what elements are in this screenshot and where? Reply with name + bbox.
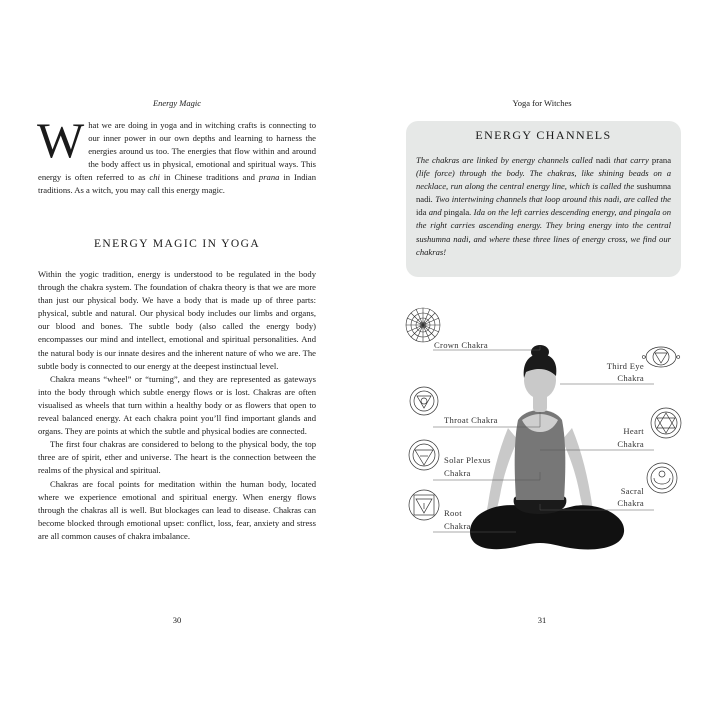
paragraph: Within the yogic tradition, energy is understood to be regulated in the body through the chakra system. The foundation of chakra theory is that we are more than just our physical body. We have a body that is made up of three parts: physical, subtle and natural. Our physical body includes our limbs and organs, our blood and bones. The subtle body (also called the energy body) encompasses our mind and intellect, emotional and spiritual personalities. And the natural body is our innate desires and the inherent nature of who we are. The subtle body is connected to our energy at the deepest instinctual level.	[38, 269, 316, 371]
heart-chakra-symbol	[651, 408, 681, 438]
term-nadi: nadi	[595, 155, 611, 165]
label-solar-plexus-line2: Chakra	[444, 468, 471, 478]
label-crown-chakra: Crown Chakra	[434, 340, 488, 350]
section-body	[38, 268, 316, 543]
sidebar-body	[416, 154, 671, 259]
section-heading: ENERGY MAGIC IN YOGA	[93, 238, 261, 250]
drop-cap: W	[37, 112, 85, 168]
paragraph: The first four chakras are considered to belong to the physical body, the top three are of spirit, ether and universe. The heart is the connection between the realms of the physical and spiritual.	[38, 439, 316, 476]
term-sushumna-nadi: sushumna nadi	[416, 181, 671, 205]
sidebar-text: . Ida on the left carries descending energy, and pingala on the right carries ascending energy. They bring energy into the central sushumna nadi, and where these three lines of energy cross, we find our chakras!	[416, 207, 671, 257]
third-eye-chakra-symbol	[642, 347, 680, 367]
sidebar-text: (life force) through the body. The chakras, like shining beads on a necklace, run along the central energy line, which is called the	[416, 168, 671, 192]
page-number-right: 31	[537, 615, 547, 625]
label-sacral-line1: Sacral	[620, 486, 644, 496]
term-prana: prana	[258, 172, 280, 183]
running-head-left: Energy Magic	[152, 98, 202, 108]
energy-channels-sidebar	[406, 121, 681, 277]
label-heart-line2: Chakra	[617, 439, 644, 449]
paragraph: Chakras are focal points for meditation within the human body, located where we experience emotional and spiritual energy. When energy flows through the chakras all is well. But blockages can lead to disease. Chakras can become blocked through emotional upset: conflict, loss, fear, anxiety and stress are all common causes of chakra imbalance.	[38, 478, 316, 541]
sidebar-text: . Two intertwining channels that loop around this nadi, are called the	[430, 194, 671, 205]
term-pingala: pingala	[443, 207, 470, 218]
chakra-diagram	[400, 300, 690, 560]
label-third-eye-line1: Third Eye	[606, 361, 644, 371]
intro-paragraph	[37, 112, 316, 198]
term-prana: prana	[651, 155, 672, 165]
label-third-eye-line2: Chakra	[617, 373, 644, 383]
sidebar-title: ENERGY CHANNELS	[475, 128, 612, 142]
term-ida: ida	[416, 207, 427, 218]
sidebar-text: that carry	[610, 155, 652, 165]
paragraph: Chakra means “wheel” or “turning”, and they are represented as gateways into the body through which subtle energy flows or is lost. Chakras are often visualised as wheels that turn within a healthy body or as flowers that open to reveal balanced energy. At each chakra point you’ll find important glands and organs. They are points at which the subtle and physical bodies are connected.	[38, 373, 316, 437]
intro-text-3: in Indian traditions. As a witch, you may call this energy magic.	[38, 172, 316, 196]
label-root-line1: Root	[444, 508, 462, 518]
meditating-figure-illustration	[470, 345, 624, 549]
crown-chakra-symbol	[406, 308, 440, 342]
label-solar-plexus-line1: Solar Plexus	[444, 455, 491, 465]
sidebar-text: The chakras are linked by energy channels called	[416, 155, 596, 165]
label-throat-chakra: Throat Chakra	[444, 415, 498, 425]
page-number-left: 30	[172, 615, 182, 625]
throat-chakra-symbol	[410, 387, 438, 415]
figure-head	[524, 345, 557, 399]
sacral-chakra-symbol	[647, 463, 677, 493]
label-root-line2: Chakra	[444, 521, 471, 531]
intro-text-2: in Chinese traditions and	[159, 172, 259, 183]
root-chakra-symbol	[409, 490, 439, 520]
intro-text: hat we are doing in yoga and in witching crafts is connecting to our inner power in our own depths and learning to harness the energies around us too. The energies that flow within and around the body affect us in physical, emotional and spiritual ways. This energy is often referred to as	[38, 120, 316, 183]
term-chi: chi	[149, 172, 160, 183]
label-heart-line1: Heart	[623, 426, 644, 436]
solar-plexus-chakra-symbol	[409, 440, 439, 470]
sidebar-text: and	[426, 207, 444, 218]
running-head-right: Yoga for Witches	[512, 98, 572, 108]
label-sacral-line2: Chakra	[617, 498, 644, 508]
